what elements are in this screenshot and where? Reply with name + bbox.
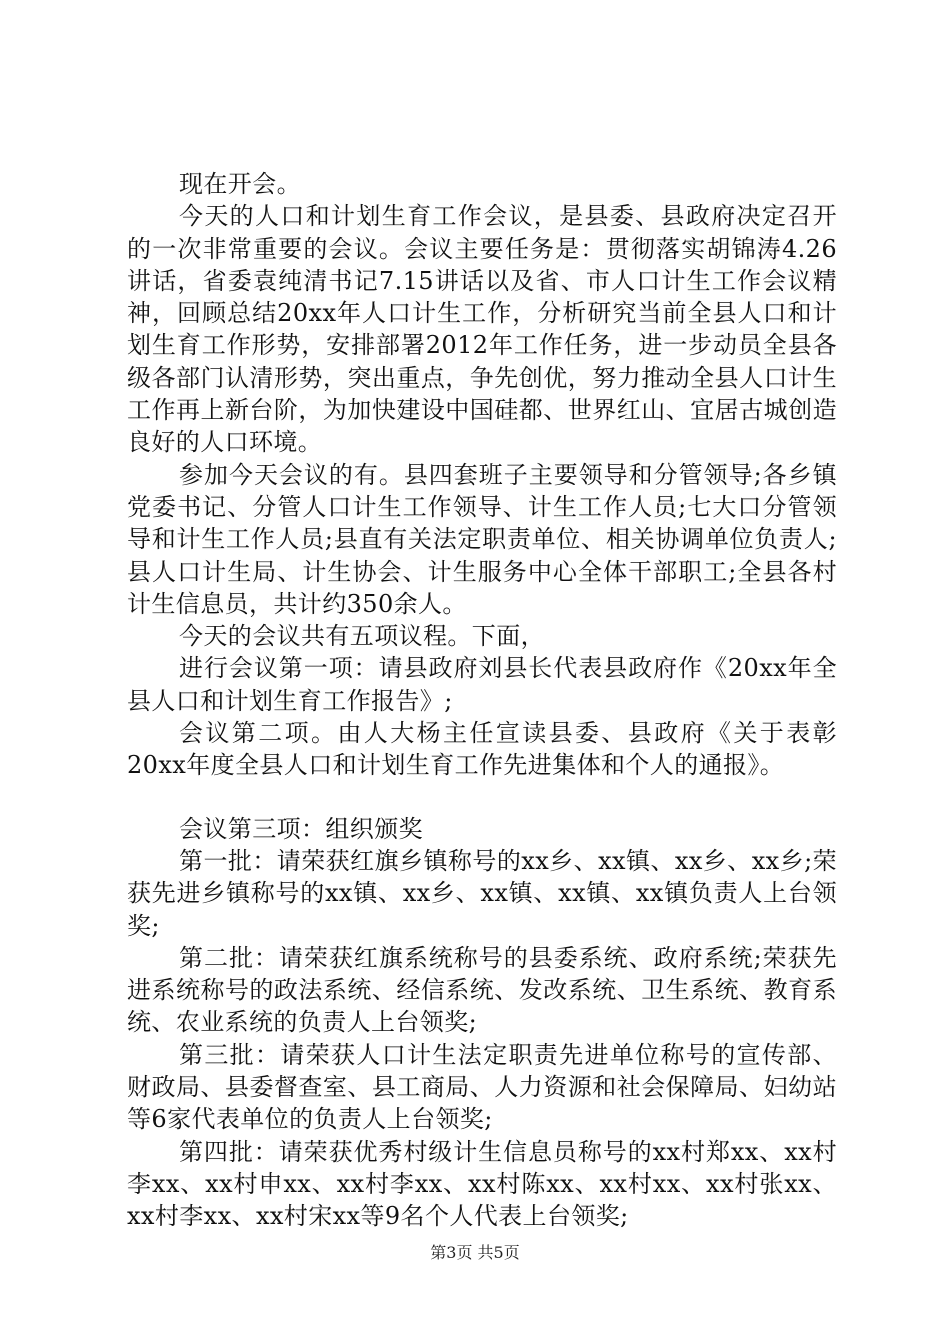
paragraph-award-batch-4: 第四批：请荣获优秀村级计生信息员称号的xx村郑xx、xx村李xx、xx村申xx、xx村李xx、xx村陈xx、xx村xx、xx村张xx、xx村李xx、xx村宋xx等9名个人代表上台领奖; — [127, 1137, 837, 1231]
paragraph-opening: 现在开会。 — [179, 170, 301, 198]
page-number: 第3页 共5页 — [430, 1243, 520, 1262]
paragraph-agenda-item-2: 会议第二项。由人大杨主任宣读县委、县政府《关于表彰20xx年度全县人口和计划生育工作先进集体和个人的通报》。 — [127, 719, 837, 780]
paragraph-award-batch-2: 第二批：请荣获红旗系统称号的县委系统、政府系统;荣获先进系统称号的政法系统、经信系统、发改系统、卫生系统、教育系统、农业系统的负责人上台领奖; — [127, 943, 837, 1037]
paragraph-meeting-purpose: 今天的人口和计划生育工作会议，是县委、县政府决定召开的一次非常重要的会议。会议主要任务是：贯彻落实胡锦涛4.26讲话，省委袁纯清书记7.15讲话以及省、市人口计生工作会议精神，回顾总结20xx年人口计生工作，分析研究当前全县人口和计划生育工作形势，安排部署2012年工作任务，进一步动员全县各级各部门认清形势，突出重点，争先创优，努力推动全县人口计生工作再上新台阶，为加快建设中国硅都、世界红山、宜居古城创造良好的人口环境。 — [127, 202, 837, 457]
page-footer — [0, 1243, 950, 1263]
paragraph-agenda-intro: 今天的会议共有五项议程。下面， — [179, 622, 545, 651]
paragraph-agenda-item-3: 会议第三项：组织颁奖 — [179, 814, 423, 843]
paragraph-award-batch-3: 第三批：请荣获人口计生法定职责先进单位称号的宣传部、财政局、县委督查室、县工商局、人力资源和社会保障局、妇幼站等6家代表单位的负责人上台领奖; — [127, 1040, 837, 1134]
paragraph-award-batch-1: 第一批：请荣获红旗乡镇称号的xx乡、xx镇、xx乡、xx乡;荣获先进乡镇称号的xx镇、xx乡、xx镇、xx镇、xx镇负责人上台领奖; — [127, 846, 837, 940]
paragraph-attendees: 参加今天会议的有。县四套班子主要领导和分管领导;各乡镇党委书记、分管人口计生工作领导、计生工作人员;七大口分管领导和计生工作人员;县直有关法定职责单位、相关协调单位负责人;县人口计生局、计生协会、计生服务中心全体干部职工;全县各村计生信息员，共计约350余人。 — [127, 460, 837, 618]
paragraph-agenda-item-1: 进行会议第一项：请县政府刘县长代表县政府作《20xx年全县人口和计划生育工作报告》; — [127, 654, 837, 715]
document-body — [127, 168, 837, 1233]
